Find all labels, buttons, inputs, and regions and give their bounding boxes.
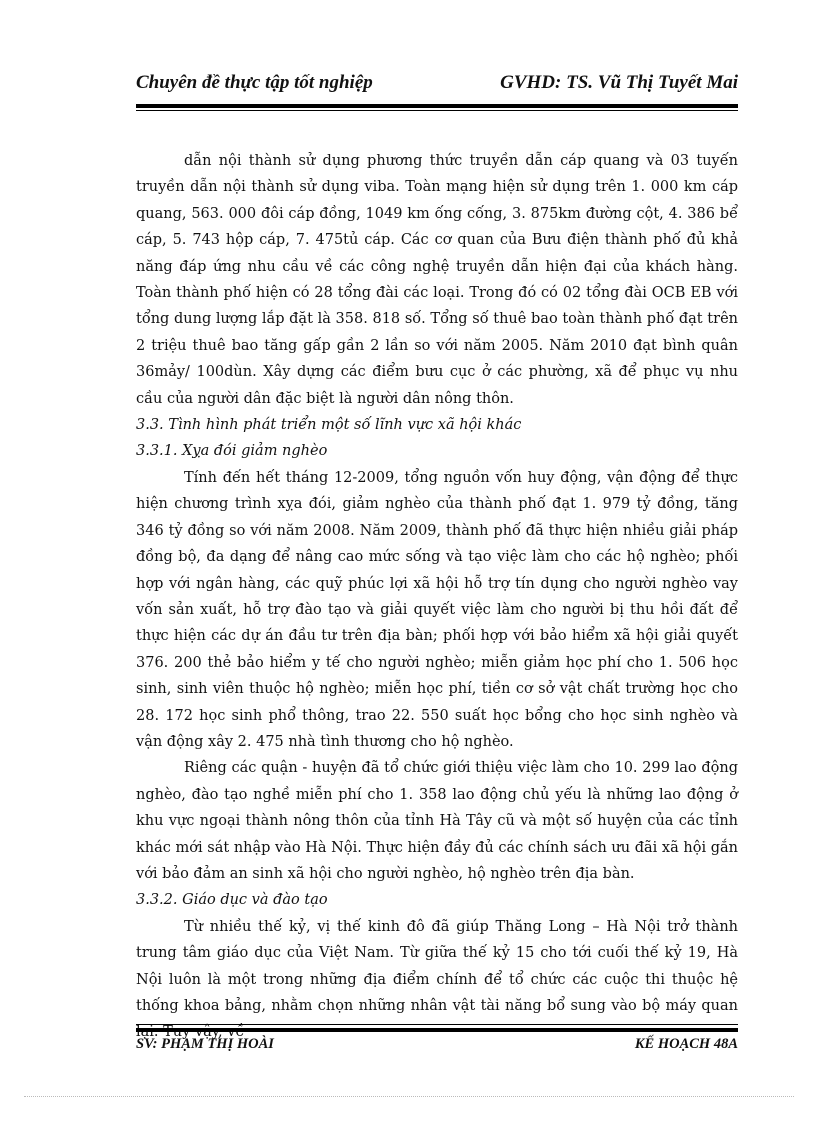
section-heading-3-3-2: 3.3.2. Giáo dục và đào tạo [136, 892, 328, 909]
paragraph-telecom: dẫn nội thành sử dụng phương thức truyền dẫn cáp quang và 03 tuyến truyền dẫn nội thành sử dụng viba. Toàn mạng hiện sử dụng trên 1. 000 km cáp quang, 563. 000 đôi cáp đồng, 1049 km ống cống, 3. 875km đường cột, 4. 386 bể cáp, 5. 743 hộp cáp, 7. 475tủ cáp. Các cơ quan của Bưu điện thành phố đủ khả năng đáp ứng nhu cầu về các công nghệ truyền dẫn hiện đại của khách hàng. Toàn thành phố hiện có 28 tổng đài các loại. Trong đó có 02 tổng đài OCB EB với tổng dung lượng lắp đặt là 358. 818 số. Tổng số thuê bao toàn thành phố đạt trên 2 triệu thuê bao tăng gấp gần 2 lần so với năm 2005. Năm 2010 đạt bình quân 36mảy/ 100dùn. Xây dựng các điểm bưu cục ở các phường, xã để phục vụ nhu cầu của người dân đặc biệt là người dân nông thôn. [136, 153, 738, 407]
section-heading-3-3-1: 3.3.1. Xỵa đói giảm nghèo [136, 443, 328, 460]
page-footer [136, 1036, 738, 1058]
footer-rule-thick [136, 1028, 738, 1032]
paragraph-education: Từ nhiều thế kỷ, vị thế kinh đô đã giúp Thăng Long – Hà Nội trở thành trung tâm giáo dục của Việt Nam. Từ giữa thế kỷ 15 cho tới cuối thế kỷ 19, Hà Nội luôn là một trong những địa điểm chính để tổ chức các cuộc thi thuộc hệ thống khoa bảng, nhằm chọn những nhân vật tài năng bổ sung vào bộ máy quan lại. Tuy vậy, về [136, 918, 738, 1041]
header-rule-thick [136, 104, 738, 108]
paragraph-poverty: Tính đến hết tháng 12-2009, tổng nguồn vốn huy động, vận động để thực hiện chương trình xỵa đói, giảm nghèo của thành phố đạt 1. 979 tỷ đồng, tăng 346 tỷ đồng so với năm 2008. Năm 2009, thành phố đã thực hiện nhiều giải pháp đồng bộ, đa dạng để nâng cao mức sống và tạo việc làm cho các hộ nghèo; phối hợp với ngân hàng, các quỹ phúc lợi xã hội hỗ trợ tín dụng cho người nghèo vay vốn sản xuất, hỗ trợ đào tạo và giải quyết việc làm cho người bị thu hồi đất để thực hiện các dự án đầu tư trên địa bàn; phối hợp với bảo hiểm xã hội giải quyết 376. 200 thẻ bảo hiểm y tế cho người nghèo; miễn giảm học phí cho 1. 506 học sinh, sinh viên thuộc hộ nghèo; miễn học phí, tiền cơ sở vật chất trường học cho 28. 172 học sinh phổ thông, trao 22. 550 suất học bổng cho học sinh nghèo và vận động xây 2. 475 nhà tình thương cho hộ nghèo. [136, 469, 738, 750]
header-supervisor: GVHD: TS. Vũ Thị Tuyết Mai [500, 72, 738, 93]
footer-rule-thin [136, 1024, 738, 1025]
header-title: Chuyên đề thực tập tốt nghiệp [136, 72, 373, 93]
section-heading-3-3: 3.3. Tình hình phát triển một số lĩnh vực xã hội khác [136, 417, 522, 434]
footer-student: SV: PHẠM THỊ HOÀI [136, 1036, 274, 1052]
page-header [136, 72, 738, 100]
page-edge-divider [24, 1096, 794, 1097]
header-rule-thin [136, 110, 738, 111]
paragraph-districts: Riêng các quận - huyện đã tổ chức giới thiệu việc làm cho 10. 299 lao động nghèo, đào tạo nghề miễn phí cho 1. 358 lao động chủ yếu là những lao động ở khu vực ngoại thành nông thôn của tỉnh Hà Tây cũ và một số huyện của các tỉnh khác mới sát nhập vào Hà Nội. Thực hiện đầy đủ các chính sách ưu đãi xã hội gắn với bảo đảm an sinh xã hội cho người nghèo, hộ nghèo trên địa bàn. [136, 760, 738, 882]
footer-class: KẾ HOẠCH 48A [634, 1036, 738, 1052]
page-body [136, 148, 738, 1046]
